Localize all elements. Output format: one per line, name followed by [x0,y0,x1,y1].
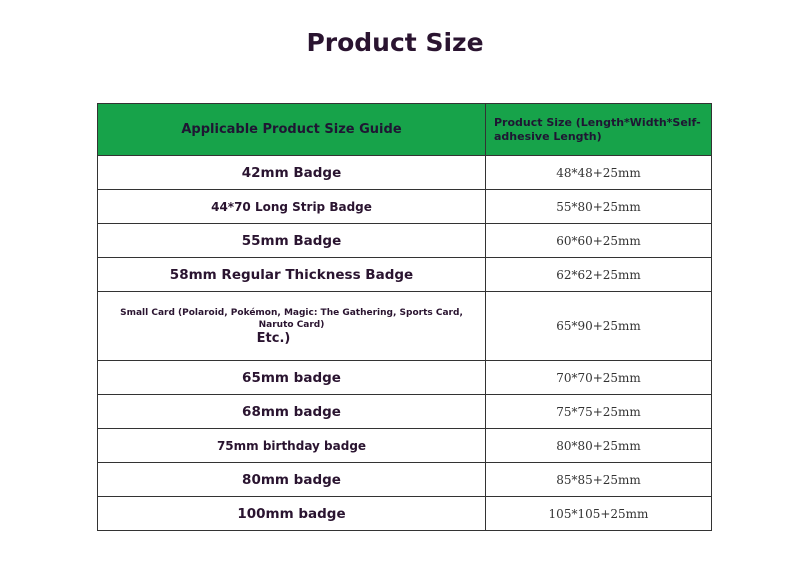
product-size: 105*105+25mm [486,497,712,531]
product-name: 75mm birthday badge [98,429,486,463]
product-name: 68mm badge [98,395,486,429]
product-name-main: Small Card (Polaroid, Pokémon, Magic: The Gathering, Sports Card, Naruto Card) [120,307,463,330]
header-size: Product Size (Length*Width*Self-adhesive Length) [486,104,712,156]
table-row [98,429,712,463]
table-row [98,395,712,429]
product-size: 48*48+25mm [486,156,712,190]
table-row [98,292,712,361]
table-row [98,463,712,497]
product-name: 44*70 Long Strip Badge [98,190,486,224]
page-title: Product Size [306,28,484,57]
product-size: 62*62+25mm [486,258,712,292]
product-size: 60*60+25mm [486,224,712,258]
product-name: 58mm Regular Thickness Badge [98,258,486,292]
product-name [98,292,486,361]
product-name-suffix: Etc.) [256,330,291,346]
product-name: 100mm badge [98,497,486,531]
header-guide: Applicable Product Size Guide [98,104,486,156]
product-size: 75*75+25mm [486,395,712,429]
product-size: 70*70+25mm [486,361,712,395]
table-row [98,258,712,292]
product-size: 55*80+25mm [486,190,712,224]
product-name: 42mm Badge [98,156,486,190]
table-header-row [98,104,712,156]
product-size-table [97,103,712,531]
table-row [98,497,712,531]
product-name: 65mm badge [98,361,486,395]
table-row [98,156,712,190]
product-size: 80*80+25mm [486,429,712,463]
table-row [98,224,712,258]
table-row [98,361,712,395]
product-size: 65*90+25mm [486,292,712,361]
product-name: 55mm Badge [98,224,486,258]
table-row [98,190,712,224]
product-name: 80mm badge [98,463,486,497]
product-size: 85*85+25mm [486,463,712,497]
